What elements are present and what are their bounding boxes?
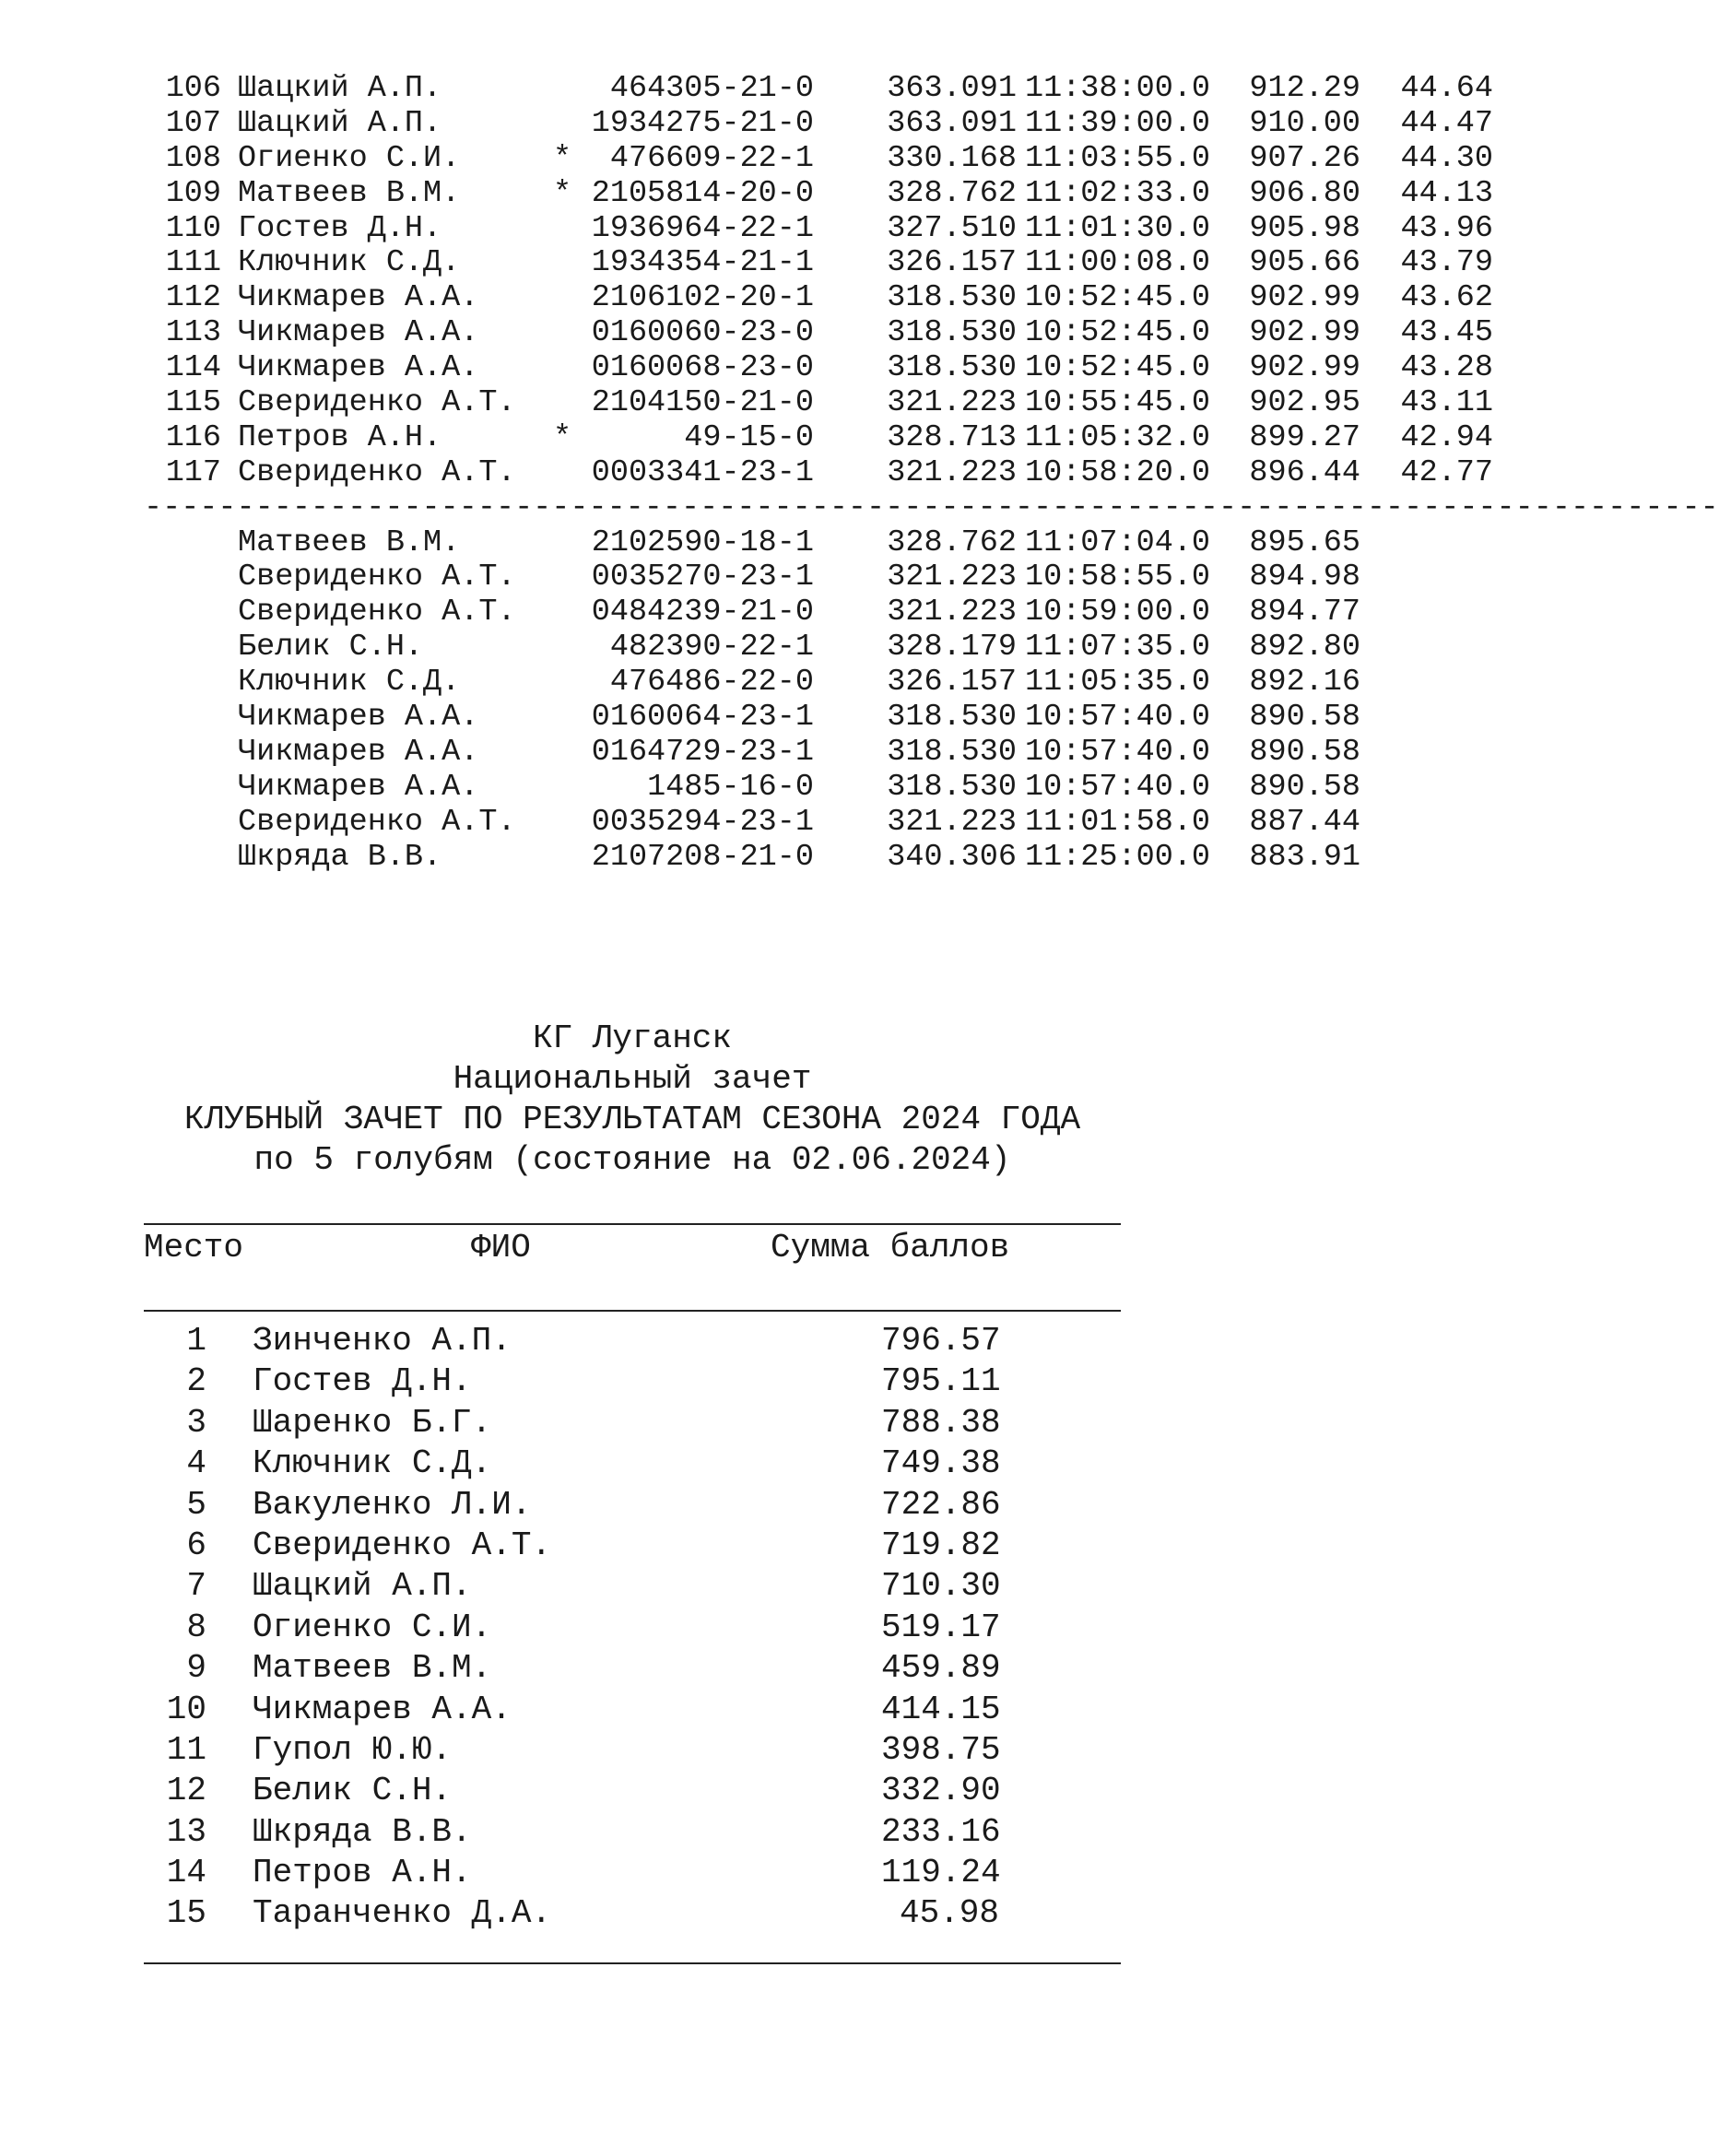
result-ring: 49-15-0	[684, 419, 814, 455]
unranked-row	[147, 595, 1493, 630]
result-row	[147, 421, 1493, 456]
result-row	[147, 316, 1493, 351]
standings-list	[144, 1321, 1121, 1935]
standing-place: 4	[186, 1444, 206, 1483]
result-row	[147, 351, 1493, 386]
result-distance: 321.223	[887, 804, 1017, 840]
result-time: 10:57:40.0	[1025, 769, 1211, 805]
standing-row	[144, 1730, 1121, 1771]
result-owner: Свериденко А.Т.	[238, 804, 516, 840]
standing-score: 332.90	[881, 1772, 1001, 1810]
result-coefficient: 44.30	[1400, 140, 1493, 176]
result-distance: 321.223	[887, 454, 1017, 490]
standing-name: Чикмарев А.А.	[253, 1690, 512, 1728]
standing-name: Шкряда В.В.	[253, 1812, 472, 1851]
result-place: 114	[165, 350, 221, 386]
result-time: 10:52:45.0	[1025, 350, 1211, 386]
result-time: 10:59:00.0	[1025, 595, 1211, 630]
unranked-row	[147, 666, 1493, 701]
result-time: 11:03:55.0	[1025, 140, 1211, 176]
result-speed: 894.77	[1249, 595, 1360, 630]
result-coefficient: 43.62	[1400, 280, 1493, 316]
divider-bottom	[144, 1962, 1121, 1964]
result-ring: 0160068-23-0	[591, 350, 814, 386]
standing-score: 45.98	[899, 1894, 999, 1933]
result-speed: 905.66	[1249, 245, 1360, 281]
result-coefficient: 43.11	[1400, 385, 1493, 421]
result-time: 10:57:40.0	[1025, 734, 1211, 770]
result-ring: 0160060-23-0	[591, 315, 814, 351]
column-score: Сумма баллов	[771, 1229, 1010, 1267]
result-distance: 318.530	[887, 315, 1017, 351]
result-row	[147, 386, 1493, 421]
standings-title: КЛУБНЫЙ ЗАЧЕТ ПО РЕЗУЛЬТАТАМ СЕЗОНА 2024 ГОДА	[183, 1101, 1081, 1138]
result-distance: 318.530	[887, 769, 1017, 805]
result-time: 11:38:00.0	[1025, 71, 1211, 106]
result-coefficient: 42.94	[1400, 419, 1493, 455]
standing-row	[144, 1526, 1121, 1566]
result-place: 106	[165, 71, 221, 106]
standing-row	[144, 1566, 1121, 1607]
result-place: 108	[165, 140, 221, 176]
standing-row	[144, 1853, 1121, 1893]
result-distance: 328.762	[887, 524, 1017, 560]
result-ring: 2102590-18-1	[591, 524, 814, 560]
result-place: 112	[165, 280, 221, 316]
divider-header	[144, 1310, 1121, 1312]
result-speed: 895.65	[1249, 524, 1360, 560]
result-owner: Шкряда В.В.	[238, 839, 442, 875]
standing-score: 719.82	[881, 1526, 1001, 1564]
result-owner: Чикмарев А.А.	[238, 769, 479, 805]
result-ring: 0164729-23-1	[591, 734, 814, 770]
result-owner: Матвеев В.М.	[238, 175, 461, 211]
result-place: 110	[165, 210, 221, 246]
result-speed: 906.80	[1249, 175, 1360, 211]
standing-score: 749.38	[881, 1444, 1001, 1483]
standing-place: 10	[166, 1690, 206, 1728]
result-row	[147, 281, 1493, 316]
result-owner: Свериденко А.Т.	[238, 385, 516, 421]
standing-place: 3	[186, 1403, 206, 1442]
column-place: Место	[144, 1229, 244, 1267]
standing-place: 15	[166, 1894, 206, 1933]
result-coefficient: 43.79	[1400, 245, 1493, 281]
result-time: 11:25:00.0	[1025, 839, 1211, 875]
unranked-row	[147, 526, 1493, 561]
standing-row	[144, 1403, 1121, 1443]
result-speed: 910.00	[1249, 105, 1360, 141]
standing-row	[144, 1893, 1121, 1934]
result-distance: 327.510	[887, 210, 1017, 246]
result-distance: 318.530	[887, 280, 1017, 316]
unranked-row	[147, 771, 1493, 806]
club-standings	[144, 1019, 1121, 1964]
result-ring: 0484239-21-0	[591, 595, 814, 630]
result-distance: 363.091	[887, 105, 1017, 141]
result-owner: Ключник С.Д.	[238, 665, 461, 701]
unranked-row	[147, 806, 1493, 841]
standing-row	[144, 1771, 1121, 1811]
result-owner: Белик С.Н.	[238, 630, 424, 666]
result-owner: Петров А.Н.	[238, 419, 442, 455]
divider-top	[144, 1223, 1121, 1225]
result-time: 11:00:08.0	[1025, 245, 1211, 281]
standing-name: Таранченко Д.А.	[253, 1894, 552, 1933]
standing-score: 233.16	[881, 1812, 1001, 1851]
results-separator: -------------------------------------------------------------------------------------	[144, 489, 1719, 525]
result-row	[147, 456, 1493, 491]
result-time: 11:07:35.0	[1025, 630, 1211, 666]
standing-name: Зинченко А.П.	[253, 1322, 512, 1360]
standing-name: Гупол Ю.Ю.	[253, 1730, 453, 1769]
result-distance: 363.091	[887, 71, 1017, 106]
result-distance: 318.530	[887, 350, 1017, 386]
result-ring: 464305-21-0	[609, 71, 814, 106]
standing-place: 8	[186, 1608, 206, 1646]
result-row	[147, 212, 1493, 247]
result-ring: 2104150-21-0	[591, 385, 814, 421]
standings-subtitle: по 5 голубям (состояние на 02.06.2024)	[253, 1141, 1011, 1179]
standing-row	[144, 1321, 1121, 1361]
standing-score: 722.86	[881, 1485, 1001, 1524]
result-distance: 321.223	[887, 385, 1017, 421]
result-owner: Чикмарев А.А.	[238, 280, 479, 316]
standing-score: 796.57	[881, 1322, 1001, 1360]
result-speed: 902.95	[1249, 385, 1360, 421]
result-speed: 894.98	[1249, 560, 1360, 595]
result-ring: 1934275-21-0	[591, 105, 814, 141]
result-distance: 326.157	[887, 665, 1017, 701]
result-row	[147, 72, 1493, 107]
standing-score: 119.24	[881, 1854, 1001, 1892]
standing-name: Свериденко А.Т.	[253, 1526, 552, 1564]
result-distance: 328.179	[887, 630, 1017, 666]
result-place: 113	[165, 315, 221, 351]
result-owner: Гостев Д.Н.	[238, 210, 442, 246]
result-row	[147, 246, 1493, 281]
standing-row	[144, 1690, 1121, 1730]
standing-score: 788.38	[881, 1403, 1001, 1442]
result-owner: Огиенко С.И.	[238, 140, 461, 176]
standing-name: Гостев Д.Н.	[253, 1362, 472, 1401]
result-coefficient: 43.96	[1400, 210, 1493, 246]
result-coefficient: 43.45	[1400, 315, 1493, 351]
standing-place: 2	[186, 1362, 206, 1401]
standing-name: Белик С.Н.	[253, 1772, 453, 1810]
result-time: 11:05:32.0	[1025, 419, 1211, 455]
result-mark: *	[553, 419, 572, 455]
standing-place: 13	[166, 1812, 206, 1851]
standing-place: 6	[186, 1526, 206, 1564]
standing-score: 795.11	[881, 1362, 1001, 1401]
standing-row	[144, 1648, 1121, 1689]
result-owner: Шацкий А.П.	[238, 71, 442, 106]
result-ring: 2106102-20-1	[591, 280, 814, 316]
result-place: 115	[165, 385, 221, 421]
result-time: 11:01:30.0	[1025, 210, 1211, 246]
result-time: 11:07:04.0	[1025, 524, 1211, 560]
result-place: 116	[165, 419, 221, 455]
result-speed: 902.99	[1249, 280, 1360, 316]
result-speed: 892.16	[1249, 665, 1360, 701]
result-coefficient: 44.13	[1400, 175, 1493, 211]
result-speed: 883.91	[1249, 839, 1360, 875]
standings-type: Национальный зачет	[453, 1060, 812, 1098]
unranked-row	[147, 701, 1493, 736]
result-time: 11:02:33.0	[1025, 175, 1211, 211]
result-ring: 476486-22-0	[609, 665, 814, 701]
standing-row	[144, 1812, 1121, 1853]
result-time: 11:01:58.0	[1025, 804, 1211, 840]
result-owner: Чикмарев А.А.	[238, 350, 479, 386]
standing-score: 519.17	[881, 1608, 1001, 1646]
result-time: 11:05:35.0	[1025, 665, 1211, 701]
result-ring: 1936964-22-1	[591, 210, 814, 246]
result-ring: 0160064-23-1	[591, 700, 814, 736]
result-coefficient: 44.47	[1400, 105, 1493, 141]
result-row	[147, 177, 1493, 212]
standing-row	[144, 1443, 1121, 1484]
result-ring: 1485-16-0	[647, 769, 814, 805]
standing-name: Шаренко Б.Г.	[253, 1403, 492, 1442]
result-place: 117	[165, 454, 221, 490]
result-ring: 476609-22-1	[609, 140, 814, 176]
result-time: 11:39:00.0	[1025, 105, 1211, 141]
result-speed: 896.44	[1249, 454, 1360, 490]
result-time: 10:58:55.0	[1025, 560, 1211, 595]
standing-name: Ключник С.Д.	[253, 1444, 492, 1483]
standing-place: 11	[166, 1730, 206, 1769]
result-distance: 328.713	[887, 419, 1017, 455]
result-owner: Чикмарев А.А.	[238, 315, 479, 351]
result-distance: 328.762	[887, 175, 1017, 211]
result-speed: 907.26	[1249, 140, 1360, 176]
standing-place: 9	[186, 1649, 206, 1688]
result-owner: Свериденко А.Т.	[238, 560, 516, 595]
race-results-table	[144, 71, 1719, 875]
result-owner: Свериденко А.Т.	[238, 454, 516, 490]
result-owner: Чикмарев А.А.	[238, 700, 479, 736]
result-distance: 330.168	[887, 140, 1017, 176]
standing-score: 398.75	[881, 1730, 1001, 1769]
result-time: 10:55:45.0	[1025, 385, 1211, 421]
standing-place: 1	[186, 1322, 206, 1360]
result-coefficient: 44.64	[1400, 71, 1493, 106]
standing-score: 710.30	[881, 1567, 1001, 1606]
result-speed: 905.98	[1249, 210, 1360, 246]
result-speed: 902.99	[1249, 350, 1360, 386]
result-distance: 318.530	[887, 734, 1017, 770]
standing-score: 414.15	[881, 1690, 1001, 1728]
result-speed: 890.58	[1249, 769, 1360, 805]
standing-name: Шацкий А.П.	[253, 1567, 472, 1606]
result-owner: Свериденко А.Т.	[238, 595, 516, 630]
standing-place: 5	[186, 1485, 206, 1524]
result-speed: 887.44	[1249, 804, 1360, 840]
club-name: КГ Луганск	[532, 1019, 733, 1057]
result-coefficient: 43.28	[1400, 350, 1493, 386]
standing-place: 7	[186, 1567, 206, 1606]
standing-name: Огиенко С.И.	[253, 1608, 492, 1646]
result-distance: 340.306	[887, 839, 1017, 875]
result-place: 107	[165, 105, 221, 141]
standing-row	[144, 1485, 1121, 1526]
result-speed: 892.80	[1249, 630, 1360, 666]
result-ring: 2105814-20-0	[591, 175, 814, 211]
result-coefficient: 42.77	[1400, 454, 1493, 490]
result-speed: 890.58	[1249, 734, 1360, 770]
standing-place: 14	[166, 1854, 206, 1892]
result-time: 10:52:45.0	[1025, 315, 1211, 351]
result-owner: Чикмарев А.А.	[238, 734, 479, 770]
result-distance: 318.530	[887, 700, 1017, 736]
standing-score: 459.89	[881, 1649, 1001, 1688]
unranked-row	[147, 630, 1493, 666]
result-ring: 0035294-23-1	[591, 804, 814, 840]
result-ring: 1934354-21-1	[591, 245, 814, 281]
result-distance: 321.223	[887, 560, 1017, 595]
result-ring: 0003341-23-1	[591, 454, 814, 490]
result-speed: 902.99	[1249, 315, 1360, 351]
unranked-row	[147, 841, 1493, 876]
result-speed: 890.58	[1249, 700, 1360, 736]
result-place: 111	[165, 245, 221, 281]
result-row	[147, 107, 1493, 142]
result-owner: Матвеев В.М.	[238, 524, 461, 560]
result-owner: Ключник С.Д.	[238, 245, 461, 281]
unranked-row	[147, 736, 1493, 771]
standing-name: Петров А.Н.	[253, 1854, 472, 1892]
standing-row	[144, 1361, 1121, 1402]
result-distance: 326.157	[887, 245, 1017, 281]
standing-name: Матвеев В.М.	[253, 1649, 492, 1688]
standing-row	[144, 1608, 1121, 1648]
result-row	[147, 142, 1493, 177]
standing-name: Вакуленко Л.И.	[253, 1485, 532, 1524]
column-name: ФИО	[471, 1229, 531, 1267]
result-ring: 2107208-21-0	[591, 839, 814, 875]
result-mark: *	[553, 140, 572, 176]
result-distance: 321.223	[887, 595, 1017, 630]
result-speed: 912.29	[1249, 71, 1360, 106]
unranked-row	[147, 560, 1493, 595]
result-time: 10:58:20.0	[1025, 454, 1211, 490]
standings-header	[144, 1229, 1121, 1269]
result-owner: Шацкий А.П.	[238, 105, 442, 141]
result-time: 10:57:40.0	[1025, 700, 1211, 736]
result-ring: 0035270-23-1	[591, 560, 814, 595]
standing-place: 12	[166, 1772, 206, 1810]
result-speed: 899.27	[1249, 419, 1360, 455]
result-mark: *	[553, 175, 572, 211]
result-time: 10:52:45.0	[1025, 280, 1211, 316]
result-place: 109	[165, 175, 221, 211]
result-ring: 482390-22-1	[609, 630, 814, 666]
